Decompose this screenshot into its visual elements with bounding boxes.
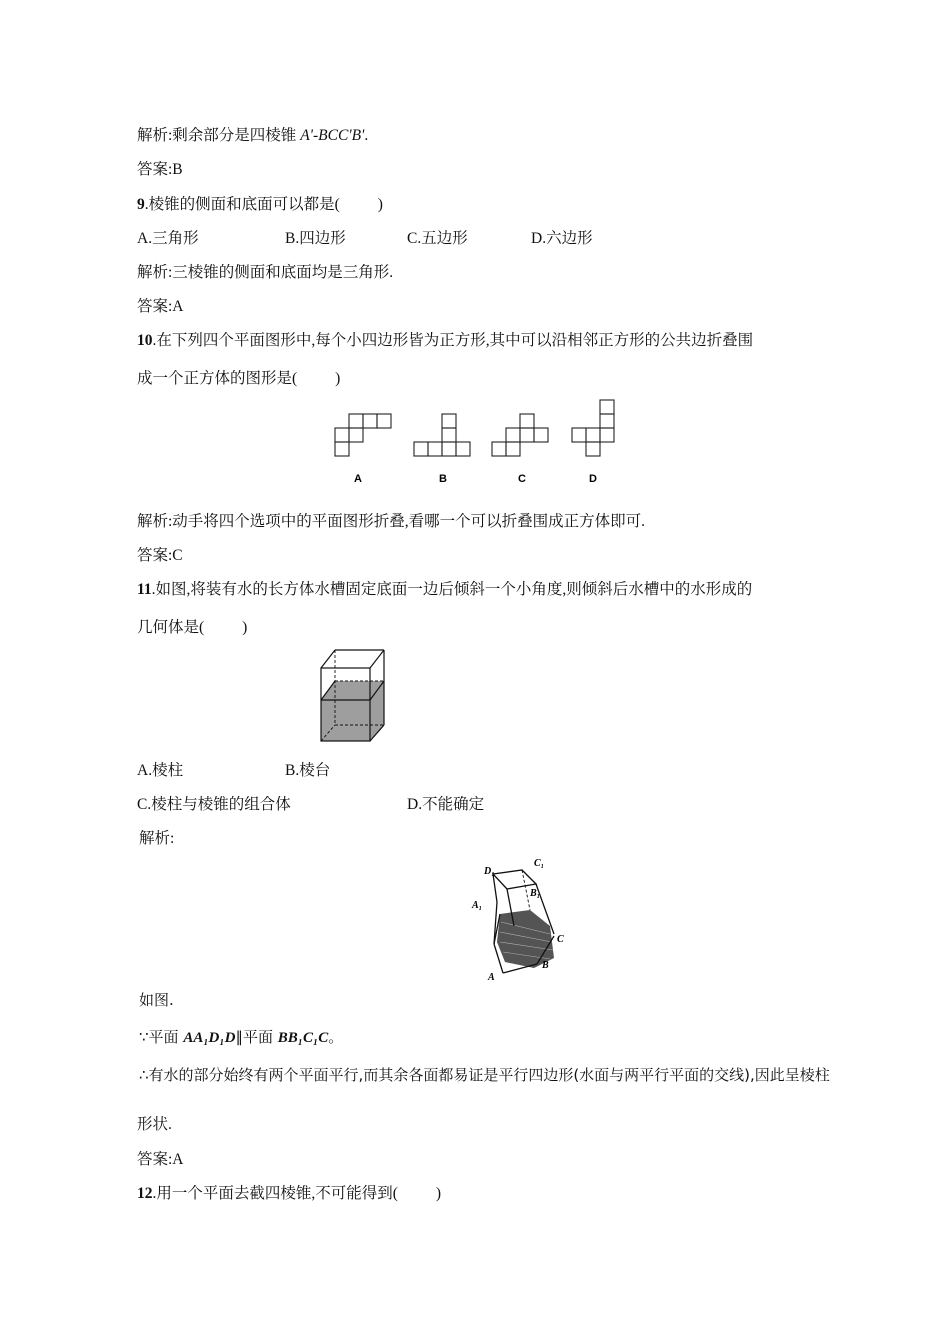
q11-option-c: C.棱柱与棱锥的组合体 bbox=[137, 796, 291, 813]
q11-tilted-prism-figure bbox=[470, 852, 580, 984]
q9-option-a: A.三角形 bbox=[137, 230, 199, 247]
net-label-b: B bbox=[439, 473, 447, 485]
q11-therefore-line1: ∴有水的部分始终有两个平面平行,而其余各面都易证是平行四边形(水面与两平行平面的交线),因此呈棱柱 bbox=[139, 1066, 830, 1084]
q9-option-d: D.六边形 bbox=[531, 230, 593, 247]
q9-analysis: 解析:三棱锥的侧面和底面均是三角形. bbox=[137, 264, 394, 281]
label-c: C bbox=[557, 934, 564, 945]
q11-option-b: B.棱台 bbox=[285, 762, 331, 779]
q12-stem: 12.用一个平面去截四棱锥,不可能得到( ) bbox=[137, 1185, 442, 1202]
q10-answer: 答案:C bbox=[137, 547, 183, 564]
net-c bbox=[492, 414, 548, 456]
q8-analysis: 解析:剩余部分是四棱锥 A'-BCC'B'. bbox=[137, 127, 369, 144]
q11-option-a: A.棱柱 bbox=[137, 762, 184, 779]
q11-stem-line2: 几何体是( ) bbox=[137, 619, 248, 636]
q9-option-b: B.四边形 bbox=[285, 230, 346, 247]
net-label-a: A bbox=[354, 473, 362, 485]
q11-answer: 答案:A bbox=[137, 1151, 184, 1168]
q10-nets-figure bbox=[330, 398, 630, 490]
q9-option-c: C.五边形 bbox=[407, 230, 468, 247]
q11-water-tank-figure bbox=[318, 647, 388, 745]
net-d bbox=[572, 400, 614, 456]
q9-answer: 答案:A bbox=[137, 298, 184, 315]
label-b: B bbox=[542, 960, 549, 971]
net-a bbox=[335, 414, 391, 456]
q11-because: ∵平面 AA₁D₁D∥平面 BB₁C₁C。 bbox=[139, 1028, 344, 1046]
q9-stem: 9.棱锥的侧面和底面可以都是( ) bbox=[137, 196, 383, 213]
q11-analysis-label: 解析: bbox=[139, 830, 175, 847]
q10-stem-line2: 成一个正方体的图形是( ) bbox=[137, 370, 341, 387]
net-label-d: D bbox=[589, 473, 597, 485]
q10-stem-line1: 10.在下列四个平面图形中,每个小四边形皆为正方形,其中可以沿相邻正方形的公共边折叠围 bbox=[137, 332, 754, 349]
net-label-c: C bbox=[518, 473, 526, 485]
q8-answer: 答案:B bbox=[137, 161, 183, 178]
q10-analysis: 解析:动手将四个选项中的平面图形折叠,看哪一个可以折叠围成正方体即可. bbox=[137, 513, 646, 530]
label-d1: D₁ bbox=[484, 866, 495, 877]
label-a1: A₁ bbox=[472, 900, 483, 911]
label-b1: B₁ bbox=[530, 888, 541, 899]
q11-therefore-line2: 形状. bbox=[137, 1116, 172, 1133]
q11-stem-line1: 11.如图,将装有水的长方体水槽固定底面一边后倾斜一个小角度,则倾斜后水槽中的水形成的 bbox=[137, 581, 753, 598]
label-a: A bbox=[488, 972, 495, 983]
q11-as-figure: 如图. bbox=[139, 991, 174, 1009]
q11-option-d: D.不能确定 bbox=[407, 796, 485, 813]
net-b bbox=[414, 414, 470, 456]
label-c1: C₁ bbox=[534, 858, 545, 869]
